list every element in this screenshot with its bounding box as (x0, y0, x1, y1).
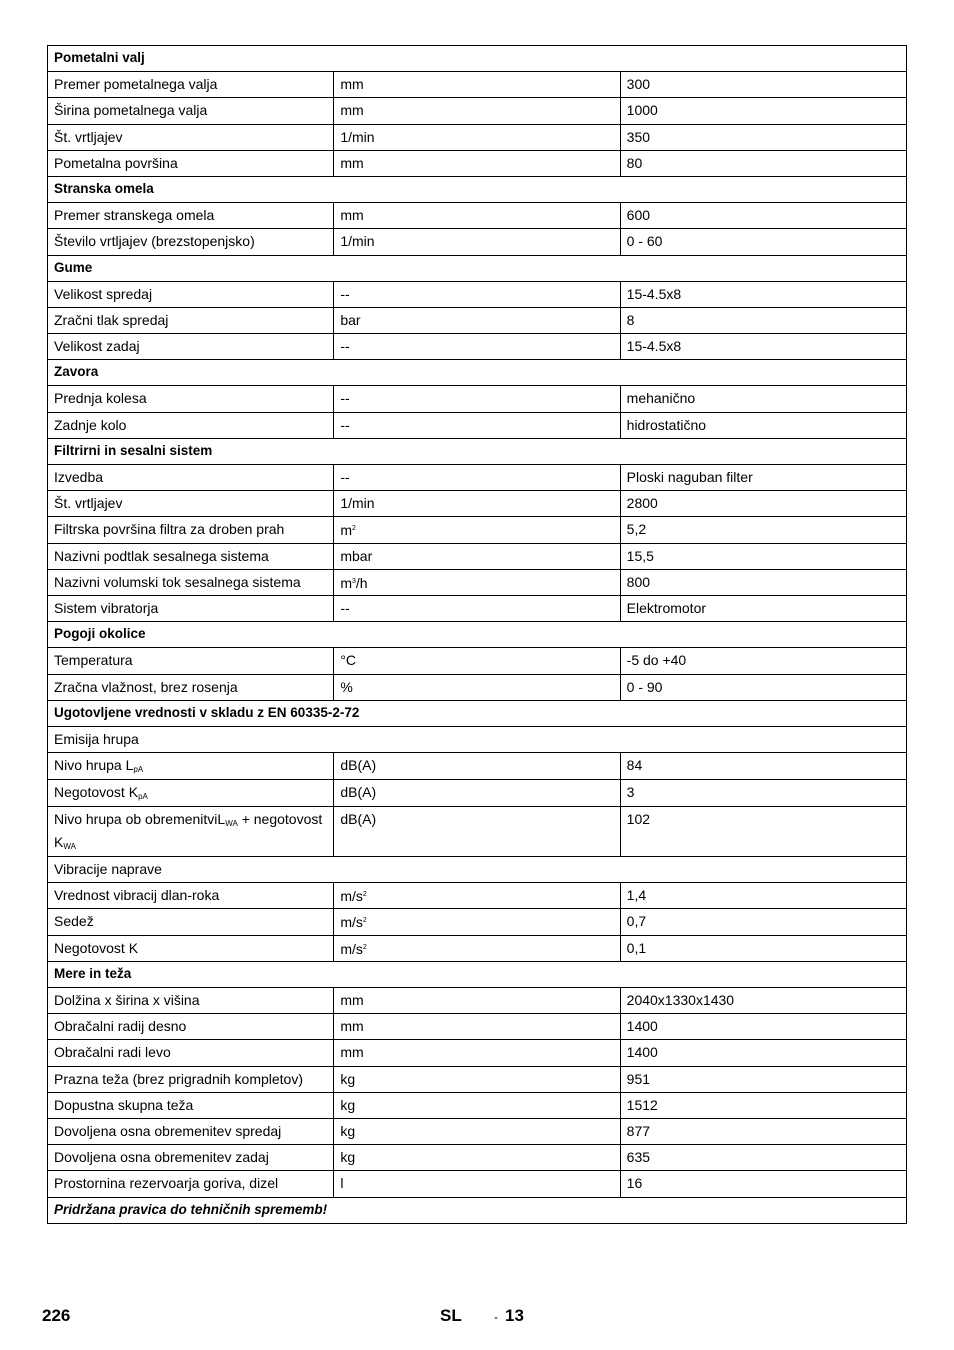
label-text: Nazivni volumski tok sesalnega sistema (54, 573, 301, 590)
table-row (48, 1092, 907, 1118)
row-label (48, 883, 334, 909)
row-label (48, 780, 334, 807)
section-title: Zavora (48, 360, 907, 386)
table-row (48, 465, 907, 491)
unit-text: m/s (340, 940, 363, 957)
table-row (48, 124, 907, 150)
table-row (48, 412, 907, 438)
unit-text: -- (340, 416, 350, 433)
label-text: Nivo hrupa ob obremenitviL (54, 811, 226, 828)
table-row (48, 491, 907, 517)
row-value: hidrostatično (620, 412, 906, 438)
language-code: SL (440, 1306, 462, 1325)
row-value: 15,5 (620, 543, 906, 569)
unit-text: mm (340, 1018, 364, 1035)
row-label (48, 72, 334, 98)
unit-text: mbar (340, 547, 373, 564)
row-unit (334, 98, 620, 124)
row-label (48, 909, 334, 935)
section-title: Stranska omela (48, 176, 907, 202)
row-value: 300 (620, 72, 906, 98)
unit-text: -- (340, 285, 350, 302)
unit-text: dB(A) (340, 757, 377, 774)
row-unit (334, 491, 620, 517)
row-label (48, 517, 334, 543)
row-unit (334, 334, 620, 360)
row-value: 0,1 (620, 935, 906, 961)
table-row (48, 1145, 907, 1171)
row-label (48, 1040, 334, 1066)
label-text: Temperatura (54, 652, 133, 669)
label-text: Sistem vibratorja (54, 599, 159, 616)
row-value: 350 (620, 124, 906, 150)
row-label (48, 648, 334, 674)
row-value: 1400 (620, 1014, 906, 1040)
row-value: 0,7 (620, 909, 906, 935)
label-text: Negotovost K (54, 939, 139, 956)
label-text: Število vrtljajev (brezstopenjsko) (54, 233, 255, 250)
label-text: Izvedba (54, 469, 104, 485)
unit-tail: /h (355, 574, 368, 591)
unit-superscript: 3 (352, 577, 356, 585)
unit-text: l (340, 1175, 344, 1192)
table-row (48, 98, 907, 124)
row-unit (334, 648, 620, 674)
table-row (48, 988, 907, 1014)
unit-text: mm (340, 1044, 364, 1061)
section-header-row (48, 438, 907, 464)
unit-text: m (340, 574, 352, 591)
row-value: Elektromotor (620, 595, 906, 621)
row-value: 80 (620, 150, 906, 176)
table-row (48, 807, 907, 857)
row-label (48, 807, 334, 857)
label-text: Filtrska površina filtra za droben prah (54, 521, 285, 538)
row-label (48, 465, 334, 491)
row-value: 15-4.5x8 (620, 334, 906, 360)
label-subscript: WA (225, 819, 238, 829)
table-row (48, 517, 907, 543)
unit-superscript: 2 (362, 943, 367, 951)
row-label (48, 988, 334, 1014)
table-row (48, 543, 907, 569)
label-text: Sedež (54, 913, 94, 930)
table-row (48, 674, 907, 700)
row-unit (334, 569, 620, 595)
row-label (48, 674, 334, 700)
row-label (48, 386, 334, 412)
label-text: Obračalni radi levo (54, 1044, 171, 1061)
row-unit (334, 807, 620, 857)
unit-text: m/s (340, 888, 363, 905)
label-text: Premer stranskega omela (54, 207, 215, 224)
table-row (48, 935, 907, 961)
section-header-row (48, 176, 907, 202)
row-unit (334, 124, 620, 150)
row-label (48, 935, 334, 961)
table-row (48, 569, 907, 595)
row-value: 8 (620, 307, 906, 333)
row-unit (334, 307, 620, 333)
row-label (48, 491, 334, 517)
row-label (48, 281, 334, 307)
unit-text: kg (340, 1096, 356, 1113)
row-value: 0 - 90 (620, 674, 906, 700)
row-label (48, 203, 334, 229)
row-unit (334, 203, 620, 229)
table-row (48, 229, 907, 255)
row-value: 1000 (620, 98, 906, 124)
row-label (48, 229, 334, 255)
table-row (48, 1171, 907, 1197)
table-row (48, 648, 907, 674)
section-title: Gume (48, 255, 907, 281)
unit-text: m (340, 522, 352, 539)
label-text: Dovoljena osna obremenitev zadaj (54, 1149, 269, 1166)
row-value: 1400 (620, 1040, 906, 1066)
table-row (48, 883, 907, 909)
row-label (48, 1066, 334, 1092)
row-unit (334, 1092, 620, 1118)
label-text: Nivo hrupa L (54, 757, 134, 774)
row-unit (334, 883, 620, 909)
row-label (48, 1014, 334, 1040)
table-row (48, 334, 907, 360)
label-text: Št. vrtljajev (54, 128, 123, 145)
label-text: Dopustna skupna teža (54, 1096, 194, 1113)
label-tail: + negotovost K (54, 811, 323, 851)
unit-text: -- (340, 469, 350, 485)
row-unit (334, 543, 620, 569)
label-subscript: pA (138, 792, 148, 802)
label-text: Obračalni radij desno (54, 1018, 187, 1035)
table-row (48, 1014, 907, 1040)
row-label (48, 753, 334, 780)
label-text: Zračni tlak spredaj (54, 311, 169, 328)
unit-superscript: 2 (362, 917, 367, 925)
table-row (48, 307, 907, 333)
row-value: 1,4 (620, 883, 906, 909)
row-unit (334, 1014, 620, 1040)
row-unit (334, 1066, 620, 1092)
footnote-row (48, 1197, 907, 1223)
page-separator: - (494, 1310, 498, 1324)
section-title: Pometalni valj (48, 46, 907, 72)
row-value: 0 - 60 (620, 229, 906, 255)
row-value: 15-4.5x8 (620, 281, 906, 307)
unit-text: -- (340, 338, 350, 355)
table-row (48, 281, 907, 307)
row-label (48, 98, 334, 124)
row-label (48, 1092, 334, 1118)
label-text: Zračna vlažnost, brez rosenja (54, 678, 238, 695)
row-unit (334, 909, 620, 935)
row-unit (334, 412, 620, 438)
row-value: 102 (620, 807, 906, 857)
subheader-label: Vibracije naprave (48, 857, 907, 883)
row-unit (334, 674, 620, 700)
label-subscript: WA (63, 842, 76, 852)
row-value: 5,2 (620, 517, 906, 543)
label-text: Vrednost vibracij dlan-roka (54, 887, 220, 904)
unit-text: -- (340, 599, 350, 616)
table-row (48, 909, 907, 935)
row-value: Ploski naguban filter (620, 465, 906, 491)
unit-text: mm (340, 992, 364, 1008)
section-page-number: 13 (505, 1306, 524, 1325)
label-text: Prednja kolesa (54, 390, 147, 407)
row-unit (334, 229, 620, 255)
row-unit (334, 595, 620, 621)
unit-text: 1/min (340, 128, 375, 145)
row-unit (334, 935, 620, 961)
row-label (48, 1145, 334, 1171)
table-row (48, 203, 907, 229)
table-row (48, 1066, 907, 1092)
section-header-row (48, 700, 907, 726)
row-value: 2800 (620, 491, 906, 517)
unit-text: 1/min (340, 233, 375, 250)
row-value: 600 (620, 203, 906, 229)
row-label (48, 150, 334, 176)
row-label (48, 412, 334, 438)
subheader-row (48, 857, 907, 883)
unit-text: dB(A) (340, 811, 377, 828)
unit-text: % (340, 678, 353, 695)
unit-text: mm (340, 102, 364, 119)
row-value: 635 (620, 1145, 906, 1171)
row-label (48, 569, 334, 595)
section-title: Mere in teža (48, 961, 907, 987)
unit-text: 1/min (340, 495, 375, 512)
row-unit (334, 1118, 620, 1144)
table-row (48, 753, 907, 780)
row-unit (334, 72, 620, 98)
table-row (48, 1118, 907, 1144)
row-unit (334, 1171, 620, 1197)
technical-data-body (48, 46, 907, 1224)
label-text: Št. vrtljajev (54, 495, 123, 512)
section-header-row (48, 255, 907, 281)
row-value: 951 (620, 1066, 906, 1092)
section-title: Ugotovljene vrednosti v skladu z EN 60335-2-72 (48, 700, 907, 726)
row-value: 84 (620, 753, 906, 780)
table-row (48, 72, 907, 98)
table-row (48, 595, 907, 621)
label-text: Dolžina x širina x višina (54, 992, 200, 1008)
section-header-row (48, 961, 907, 987)
row-label (48, 124, 334, 150)
unit-text: °C (340, 652, 357, 669)
row-value: 16 (620, 1171, 906, 1197)
row-unit (334, 465, 620, 491)
table-row (48, 150, 907, 176)
row-label (48, 1118, 334, 1144)
unit-text: -- (340, 390, 350, 407)
row-unit (334, 281, 620, 307)
unit-text: bar (340, 311, 361, 328)
unit-text: kg (340, 1149, 356, 1166)
row-value: -5 do +40 (620, 648, 906, 674)
row-unit (334, 386, 620, 412)
section-header-row (48, 360, 907, 386)
label-text: Negotovost K (54, 784, 139, 801)
unit-text: m/s (340, 914, 363, 931)
subheader-label: Emisija hrupa (48, 726, 907, 752)
unit-text: kg (340, 1122, 356, 1139)
label-text: Širina pometalnega valja (54, 102, 208, 119)
table-row (48, 386, 907, 412)
row-unit (334, 517, 620, 543)
row-label (48, 307, 334, 333)
row-value: 2040x1330x1430 (620, 988, 906, 1014)
unit-text: mm (340, 76, 364, 93)
row-unit (334, 780, 620, 807)
technical-data-table (47, 45, 907, 1224)
subheader-row (48, 726, 907, 752)
label-text: Velikost zadaj (54, 338, 140, 355)
row-value: 1512 (620, 1092, 906, 1118)
row-value: 877 (620, 1118, 906, 1144)
label-text: Velikost spredaj (54, 285, 153, 302)
label-text: Prazna teža (brez prigradnih kompletov) (54, 1070, 304, 1087)
page-number: 226 (42, 1306, 71, 1325)
unit-superscript: 2 (362, 891, 367, 899)
section-header-row (48, 46, 907, 72)
label-text: Zadnje kolo (54, 416, 127, 433)
label-text: Nazivni podtlak sesalnega sistema (54, 547, 269, 564)
label-text: Premer pometalnega valja (54, 76, 218, 93)
row-unit (334, 1040, 620, 1066)
section-title: Pogoji okolice (48, 622, 907, 648)
unit-superscript: 2 (352, 525, 356, 533)
label-text: Prostornina rezervoarja goriva, dizel (54, 1175, 279, 1192)
row-unit (334, 753, 620, 780)
row-value: 800 (620, 569, 906, 595)
label-text: Pometalna površina (54, 154, 178, 171)
table-row (48, 780, 907, 807)
footnote-text: Pridržana pravica do tehničnih sprememb! (48, 1197, 907, 1223)
row-unit (334, 1145, 620, 1171)
unit-text: mm (340, 154, 364, 171)
row-label (48, 1171, 334, 1197)
row-label (48, 595, 334, 621)
row-value: 3 (620, 780, 906, 807)
unit-text: dB(A) (340, 784, 377, 801)
row-label (48, 543, 334, 569)
row-value: mehanično (620, 386, 906, 412)
unit-text: mm (340, 207, 364, 224)
row-unit (334, 988, 620, 1014)
unit-text: kg (340, 1070, 356, 1087)
row-label (48, 334, 334, 360)
section-title: Filtrirni in sesalni sistem (48, 438, 907, 464)
label-subscript: pA (133, 765, 144, 775)
table-row (48, 1040, 907, 1066)
row-unit (334, 150, 620, 176)
section-header-row (48, 622, 907, 648)
label-text: Dovoljena osna obremenitev spredaj (54, 1122, 282, 1139)
